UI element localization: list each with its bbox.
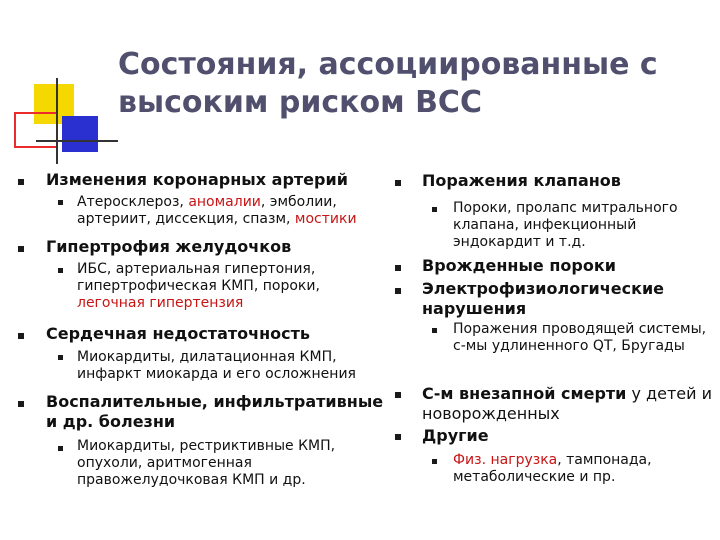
title-line-2: высоким риском ВСС bbox=[118, 85, 482, 120]
red-term-pulmonary-hypertension: легочная гипертензия bbox=[77, 295, 244, 311]
bullet-icon bbox=[395, 180, 401, 186]
right-sub-other: Физ. нагрузка, тампонада, метаболические и пр. bbox=[453, 452, 652, 485]
red-term-bridges: мостики bbox=[294, 211, 357, 227]
left-item-coronary: Изменения коронарных артерий bbox=[46, 170, 348, 189]
bullet-icon bbox=[18, 333, 24, 339]
right-sub-electrophysiology: Поражения проводящей системы, с-мы удлиненного QT, Бругады bbox=[453, 321, 707, 354]
bullet-icon bbox=[395, 288, 401, 294]
bullet-icon bbox=[58, 268, 63, 273]
red-term-physical-load: Физ. нагрузка bbox=[453, 452, 558, 468]
deco-blue-square bbox=[62, 116, 98, 152]
right-sub-valves: Пороки, пролапс митрального клапана, инфекционный эндокардит и т.д. bbox=[453, 200, 678, 250]
left-sub-inflammatory: Миокардиты, рестриктивные КМП, опухоли, аритмогенная правожелудочковая КМП и др. bbox=[77, 438, 336, 488]
bullet-icon bbox=[58, 446, 63, 451]
bullet-icon bbox=[18, 179, 24, 185]
left-sub-heart-failure: Миокардиты, дилатационная КМП, инфаркт миокарда и его осложнения bbox=[77, 349, 356, 382]
left-sub-coronary: Атеросклероз, аномалии, эмболии, артериит, диссекция, спазм, мостики bbox=[77, 194, 357, 227]
page-title bbox=[118, 46, 678, 122]
bullet-icon bbox=[432, 459, 437, 464]
bullet-icon bbox=[58, 200, 63, 205]
bullet-icon bbox=[395, 265, 401, 271]
left-sub-hypertrophy: ИБС, артериальная гипертония, гипертрофическая КМП, пороки, легочная гипертензия bbox=[77, 261, 320, 311]
left-item-inflammatory: Воспалительные, инфильтративные и др. болезни bbox=[46, 392, 384, 431]
bullet-icon bbox=[432, 207, 437, 212]
bullet-icon bbox=[395, 434, 401, 440]
right-item-sudden-death: С-м внезапной смерти у детей и новорожденных bbox=[422, 384, 712, 423]
right-item-other: Другие bbox=[422, 426, 489, 445]
deco-horizontal-line bbox=[36, 140, 118, 142]
red-term-anomalies: аномалии bbox=[188, 194, 261, 210]
right-item-congenital: Врожденные пороки bbox=[422, 256, 616, 275]
bullet-icon bbox=[18, 246, 24, 252]
title-line-1: Состояния, ассоциированные с bbox=[118, 47, 658, 82]
bullet-icon bbox=[58, 355, 63, 360]
bullet-icon bbox=[18, 401, 24, 407]
deco-vertical-line bbox=[56, 78, 58, 164]
left-item-heart-failure: Сердечная недостаточность bbox=[46, 324, 311, 343]
right-item-electrophysiology: Электрофизиологические нарушения bbox=[422, 279, 664, 318]
deco-red-outline-square bbox=[14, 112, 58, 148]
bullet-icon bbox=[432, 328, 437, 333]
right-item-valves: Поражения клапанов bbox=[422, 171, 621, 190]
left-item-hypertrophy: Гипертрофия желудочков bbox=[46, 237, 292, 256]
bullet-icon bbox=[395, 392, 401, 398]
